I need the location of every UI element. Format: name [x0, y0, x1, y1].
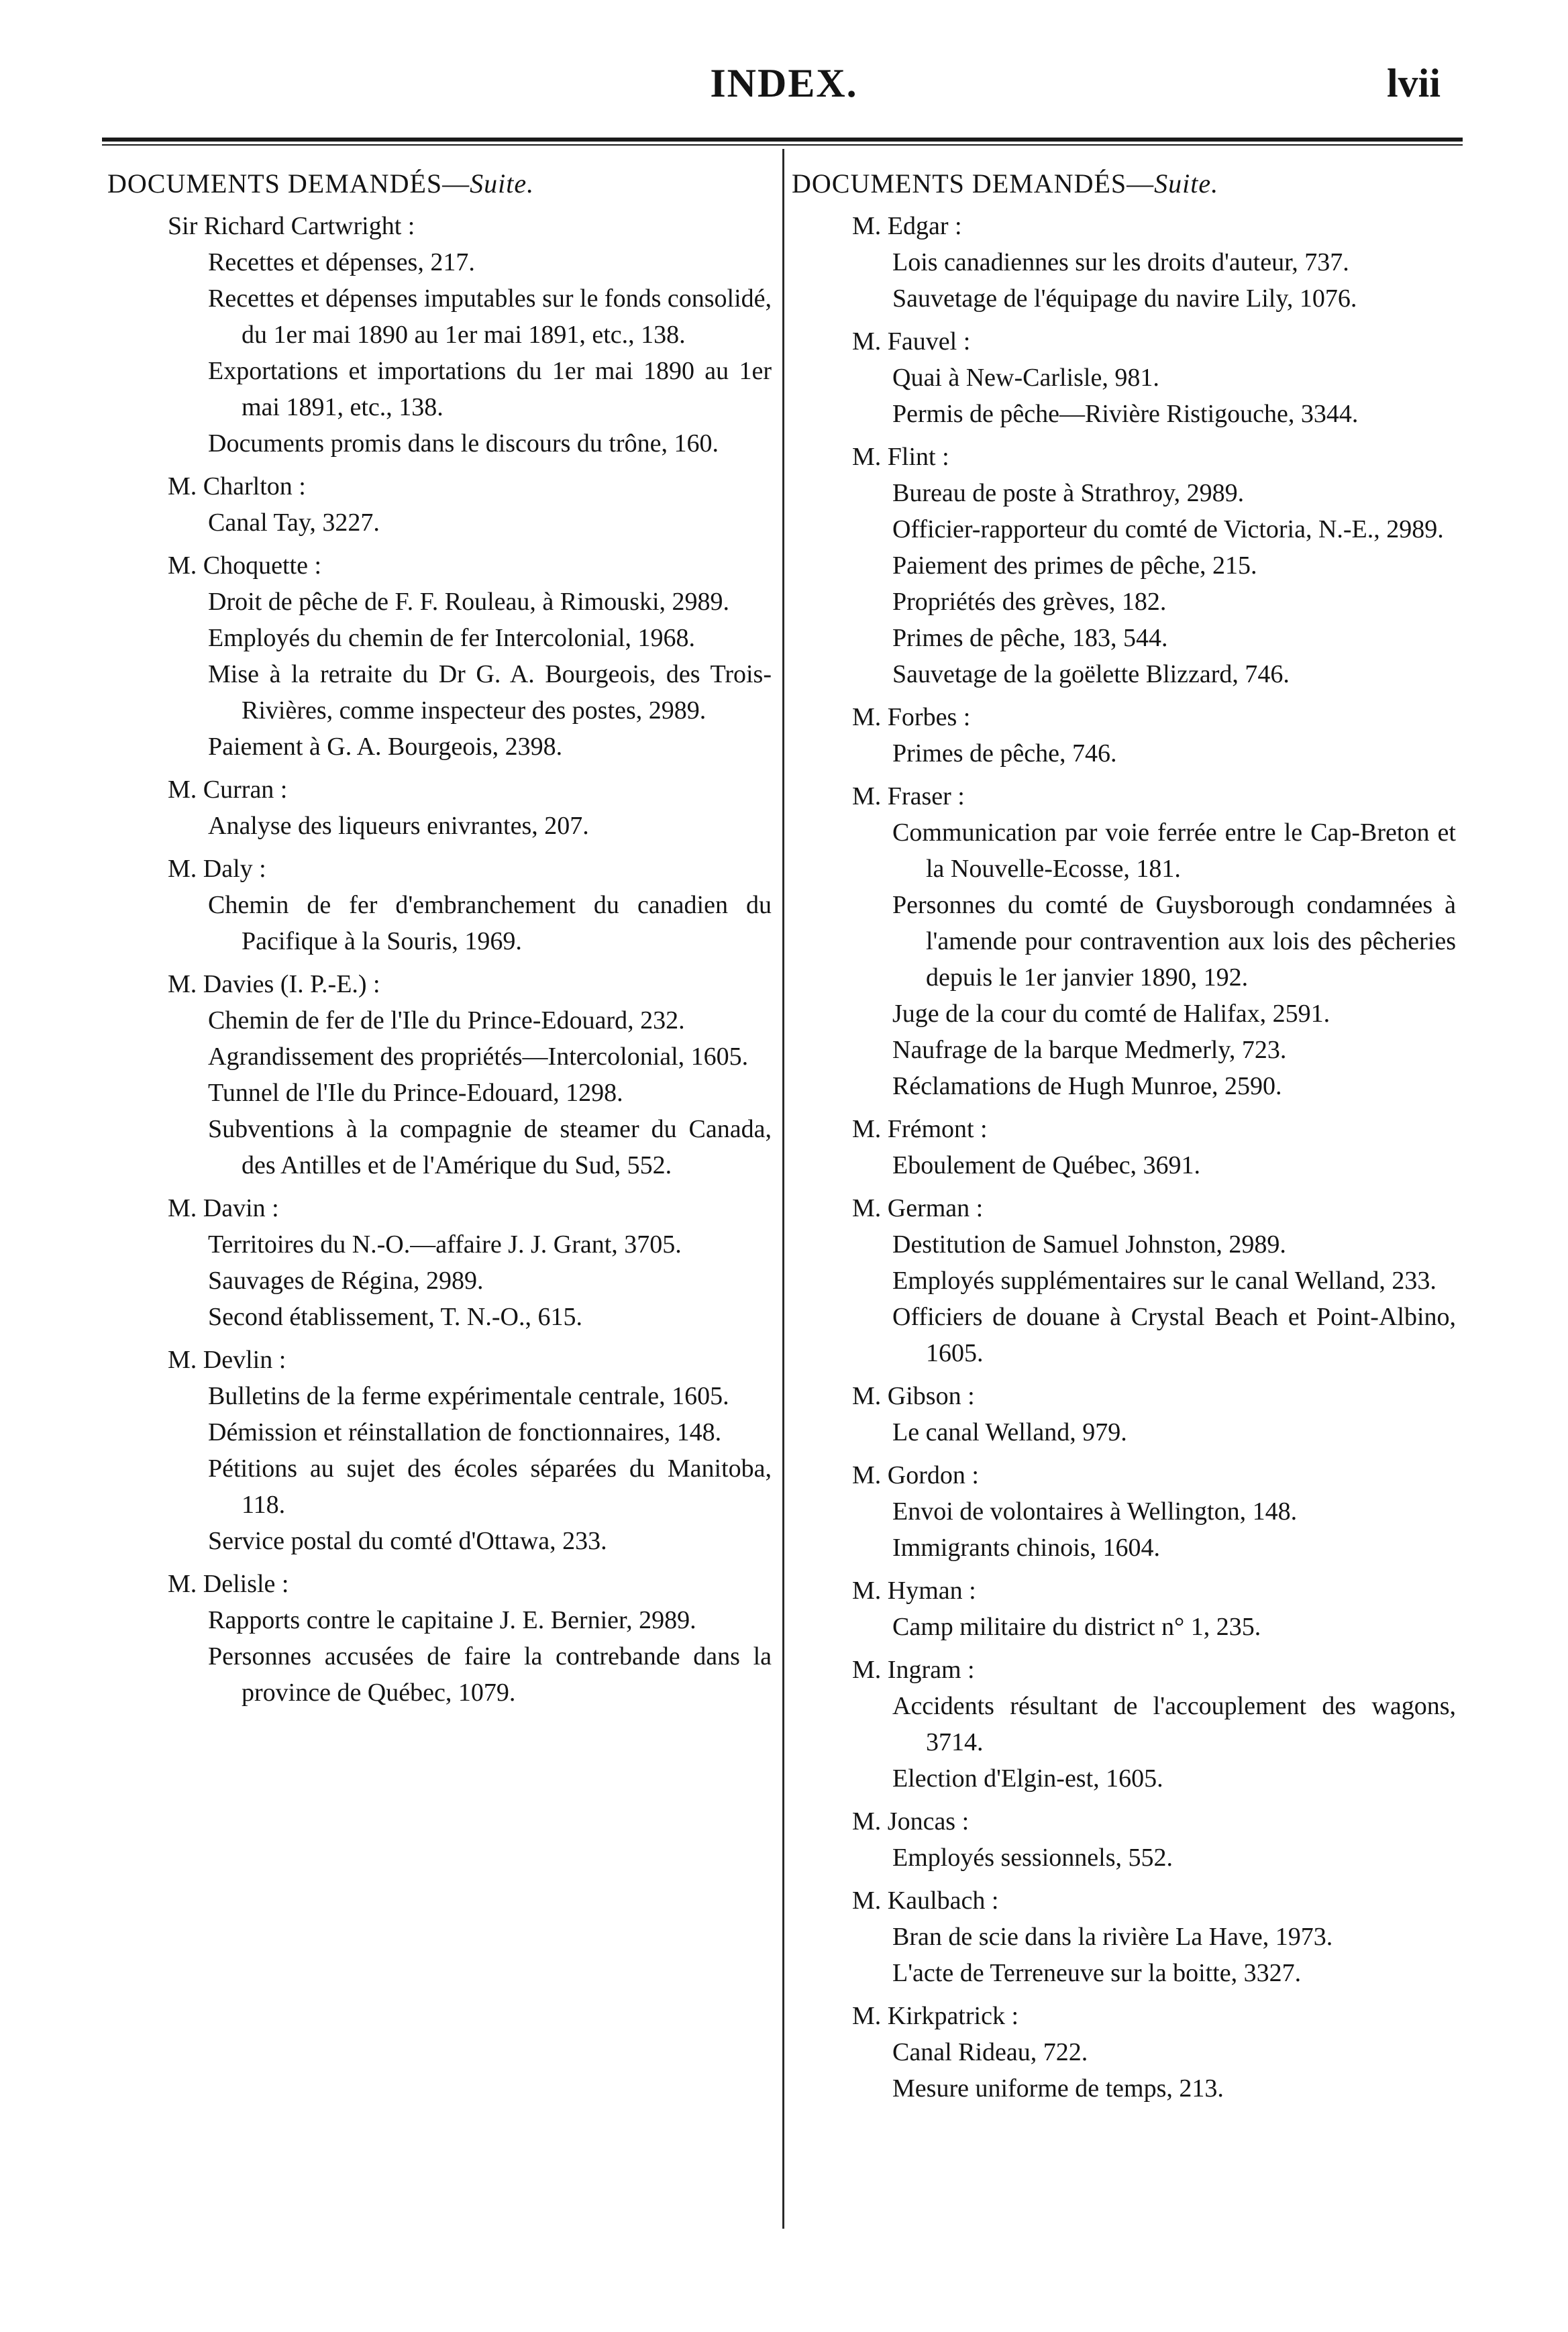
member-name: M. Forbes :: [852, 703, 971, 731]
right-column: [792, 165, 1456, 2113]
index-item: Exportations et importations du 1er mai 1890 au 1er mai 1891, etc., 138.: [208, 357, 772, 421]
index-item: Employés sessionnels, 552.: [892, 1844, 1173, 1872]
index-entry: [792, 1803, 1456, 1876]
index-item: Primes de pêche, 183, 544.: [892, 624, 1168, 652]
index-entry: [792, 699, 1456, 772]
index-entry: [792, 1652, 1456, 1797]
index-item: Destitution de Samuel Johnston, 2989.: [892, 1230, 1286, 1259]
member-name: M. Fraser :: [852, 782, 965, 810]
index-item: Lois canadiennes sur les droits d'auteur, 737.: [892, 248, 1349, 276]
index-item: Personnes du comté de Guysborough condamnées à l'amende pour contravention aux lois des pêcheries depuis le 1er janvier 1890, 192.: [892, 891, 1456, 992]
right-entries: [792, 208, 1456, 2107]
index-item: Chemin de fer de l'Ile du Prince-Edouard, 232.: [208, 1006, 685, 1035]
page-header: [0, 0, 1568, 134]
index-item: Analyse des liqueurs enivrantes, 207.: [208, 812, 589, 840]
index-entry: [107, 468, 772, 541]
index-item: Paiement à G. A. Bourgeois, 2398.: [208, 733, 563, 761]
index-item: Officiers de douane à Crystal Beach et Point-Albino, 1605.: [892, 1303, 1456, 1367]
index-item: Réclamations de Hugh Munroe, 2590.: [892, 1072, 1282, 1100]
left-entries: [107, 208, 772, 1711]
index-entry: [107, 1190, 772, 1335]
index-item: Canal Rideau, 722.: [892, 2038, 1088, 2066]
index-item: Rapports contre le capitaine J. E. Bernier, 2989.: [208, 1606, 696, 1634]
index-item: Subventions à la compagnie de steamer du Canada, des Antilles et de l'Amérique du Sud, 552.: [208, 1115, 772, 1179]
index-item: Territoires du N.-O.—affaire J. J. Grant, 3705.: [208, 1230, 682, 1259]
index-item: Second établissement, T. N.-O., 615.: [208, 1303, 582, 1331]
index-entry: [792, 1998, 1456, 2107]
member-name: M. Charlton :: [168, 472, 306, 500]
member-name: M. Edgar :: [852, 212, 962, 240]
index-item: Officier-rapporteur du comté de Victoria, N.-E., 2989.: [892, 515, 1444, 543]
index-entry: [792, 323, 1456, 432]
member-name: Sir Richard Cartwright :: [168, 212, 415, 240]
index-entry: [792, 1883, 1456, 1991]
index-entry: [107, 1342, 772, 1559]
index-item: Mise à la retraite du Dr G. A. Bourgeois, des Trois-Rivières, comme inspecteur des postes, 2989.: [208, 660, 772, 725]
index-item: Accidents résultant de l'accouplement des wagons, 3714.: [892, 1692, 1456, 1756]
member-name: M. German :: [852, 1194, 984, 1222]
index-item: Droit de pêche de F. F. Rouleau, à Rimouski, 2989.: [208, 588, 730, 616]
index-entry: [107, 547, 772, 765]
index-entry: [107, 1566, 772, 1711]
member-name: M. Joncas :: [852, 1807, 970, 1836]
index-item: Agrandissement des propriétés—Intercolonial, 1605.: [208, 1043, 749, 1071]
member-name: M. Flint :: [852, 443, 949, 471]
index-item: Le canal Welland, 979.: [892, 1418, 1127, 1446]
index-item: Tunnel de l'Ile du Prince-Edouard, 1298.: [208, 1079, 623, 1107]
index-item: Documents promis dans le discours du trône, 160.: [208, 429, 719, 458]
index-item: Employés du chemin de fer Intercolonial, 1968.: [208, 624, 696, 652]
index-entry: [792, 208, 1456, 317]
index-item: Election d'Elgin-est, 1605.: [892, 1764, 1163, 1793]
index-item: Envoi de volontaires à Wellington, 148.: [892, 1497, 1298, 1526]
index-item: Juge de la cour du comté de Halifax, 2591.: [892, 1000, 1330, 1028]
index-item: Bulletins de la ferme expérimentale centrale, 1605.: [208, 1382, 729, 1410]
index-item: Immigrants chinois, 1604.: [892, 1534, 1160, 1562]
page-title: INDEX.: [710, 61, 858, 105]
index-item: Recettes et dépenses, 217.: [208, 248, 475, 276]
index-item: Sauvages de Régina, 2989.: [208, 1267, 484, 1295]
index-item: Camp militaire du district n° 1, 235.: [892, 1613, 1261, 1641]
index-item: Sauvetage de l'équipage du navire Lily, 1076.: [892, 284, 1357, 313]
left-column: [107, 165, 772, 1717]
index-item: Sauvetage de la goëlette Blizzard, 746.: [892, 660, 1290, 688]
index-item: Recettes et dépenses imputables sur le fonds consolidé, du 1er mai 1890 au 1er mai 1891, etc., 138.: [208, 284, 772, 349]
index-item: Communication par voie ferrée entre le Cap-Breton et la Nouvelle-Ecosse, 181.: [892, 818, 1456, 883]
member-name: M. Kaulbach :: [852, 1887, 999, 1915]
index-item: Bran de scie dans la rivière La Have, 1973.: [892, 1923, 1333, 1951]
index-entry: [107, 772, 772, 844]
member-name: M. Devlin :: [168, 1346, 286, 1374]
index-entry: [792, 778, 1456, 1104]
member-name: M. Gibson :: [852, 1382, 975, 1410]
column-divider: [782, 149, 784, 2229]
index-item: Eboulement de Québec, 3691.: [892, 1151, 1201, 1179]
index-entry: [107, 851, 772, 959]
index-entry: [107, 966, 772, 1183]
index-entry: [792, 1111, 1456, 1183]
index-item: Pétitions au sujet des écoles séparées du Manitoba, 118.: [208, 1454, 772, 1519]
index-item: Mesure uniforme de temps, 213.: [892, 2074, 1224, 2103]
member-name: M. Hyman :: [852, 1577, 976, 1605]
member-name: M. Fauvel :: [852, 327, 971, 356]
member-name: M. Frémont :: [852, 1115, 988, 1143]
index-entry: [792, 1573, 1456, 1645]
member-name: M. Curran :: [168, 776, 288, 804]
index-entry: [792, 1190, 1456, 1371]
index-item: Permis de pêche—Rivière Ristigouche, 3344.: [892, 400, 1359, 428]
header-rule: [102, 138, 1463, 142]
member-name: M. Ingram :: [852, 1656, 975, 1684]
index-item: Propriétés des grèves, 182.: [892, 588, 1167, 616]
right-column-heading: DOCUMENTS DEMANDÉS—Suite.: [792, 168, 1219, 199]
member-name: M. Davin :: [168, 1194, 279, 1222]
index-item: Démission et réinstallation de fonctionnaires, 148.: [208, 1418, 722, 1446]
member-name: M. Kirkpatrick :: [852, 2002, 1019, 2030]
index-item: Canal Tay, 3227.: [208, 509, 380, 537]
index-item: Primes de pêche, 746.: [892, 739, 1117, 767]
index-entry: [792, 1378, 1456, 1450]
index-item: Personnes accusées de faire la contrebande dans la province de Québec, 1079.: [208, 1642, 772, 1707]
index-entry: [792, 1457, 1456, 1566]
member-name: M. Delisle :: [168, 1570, 289, 1598]
page-number: lvii: [1386, 61, 1441, 105]
index-item: Paiement des primes de pêche, 215.: [892, 551, 1257, 580]
index-item: Chemin de fer d'embranchement du canadien du Pacifique à la Souris, 1969.: [208, 891, 772, 955]
index-item: Employés supplémentaires sur le canal Welland, 233.: [892, 1267, 1436, 1295]
member-name: M. Davies (I. P.-E.) :: [168, 970, 380, 998]
index-item: Naufrage de la barque Medmerly, 723.: [892, 1036, 1287, 1064]
left-column-heading: DOCUMENTS DEMANDÉS—Suite.: [107, 168, 535, 199]
index-entry: [107, 208, 772, 462]
index-item: Bureau de poste à Strathroy, 2989.: [892, 479, 1245, 507]
header-rule-thin: [102, 144, 1463, 146]
member-name: M. Gordon :: [852, 1461, 979, 1489]
index-entry: [792, 439, 1456, 692]
index-item: Quai à New-Carlisle, 981.: [892, 364, 1159, 392]
index-item: Service postal du comté d'Ottawa, 233.: [208, 1527, 607, 1555]
index-item: L'acte de Terreneuve sur la boitte, 3327.: [892, 1959, 1302, 1987]
member-name: M. Choquette :: [168, 551, 322, 580]
member-name: M. Daly :: [168, 855, 266, 883]
